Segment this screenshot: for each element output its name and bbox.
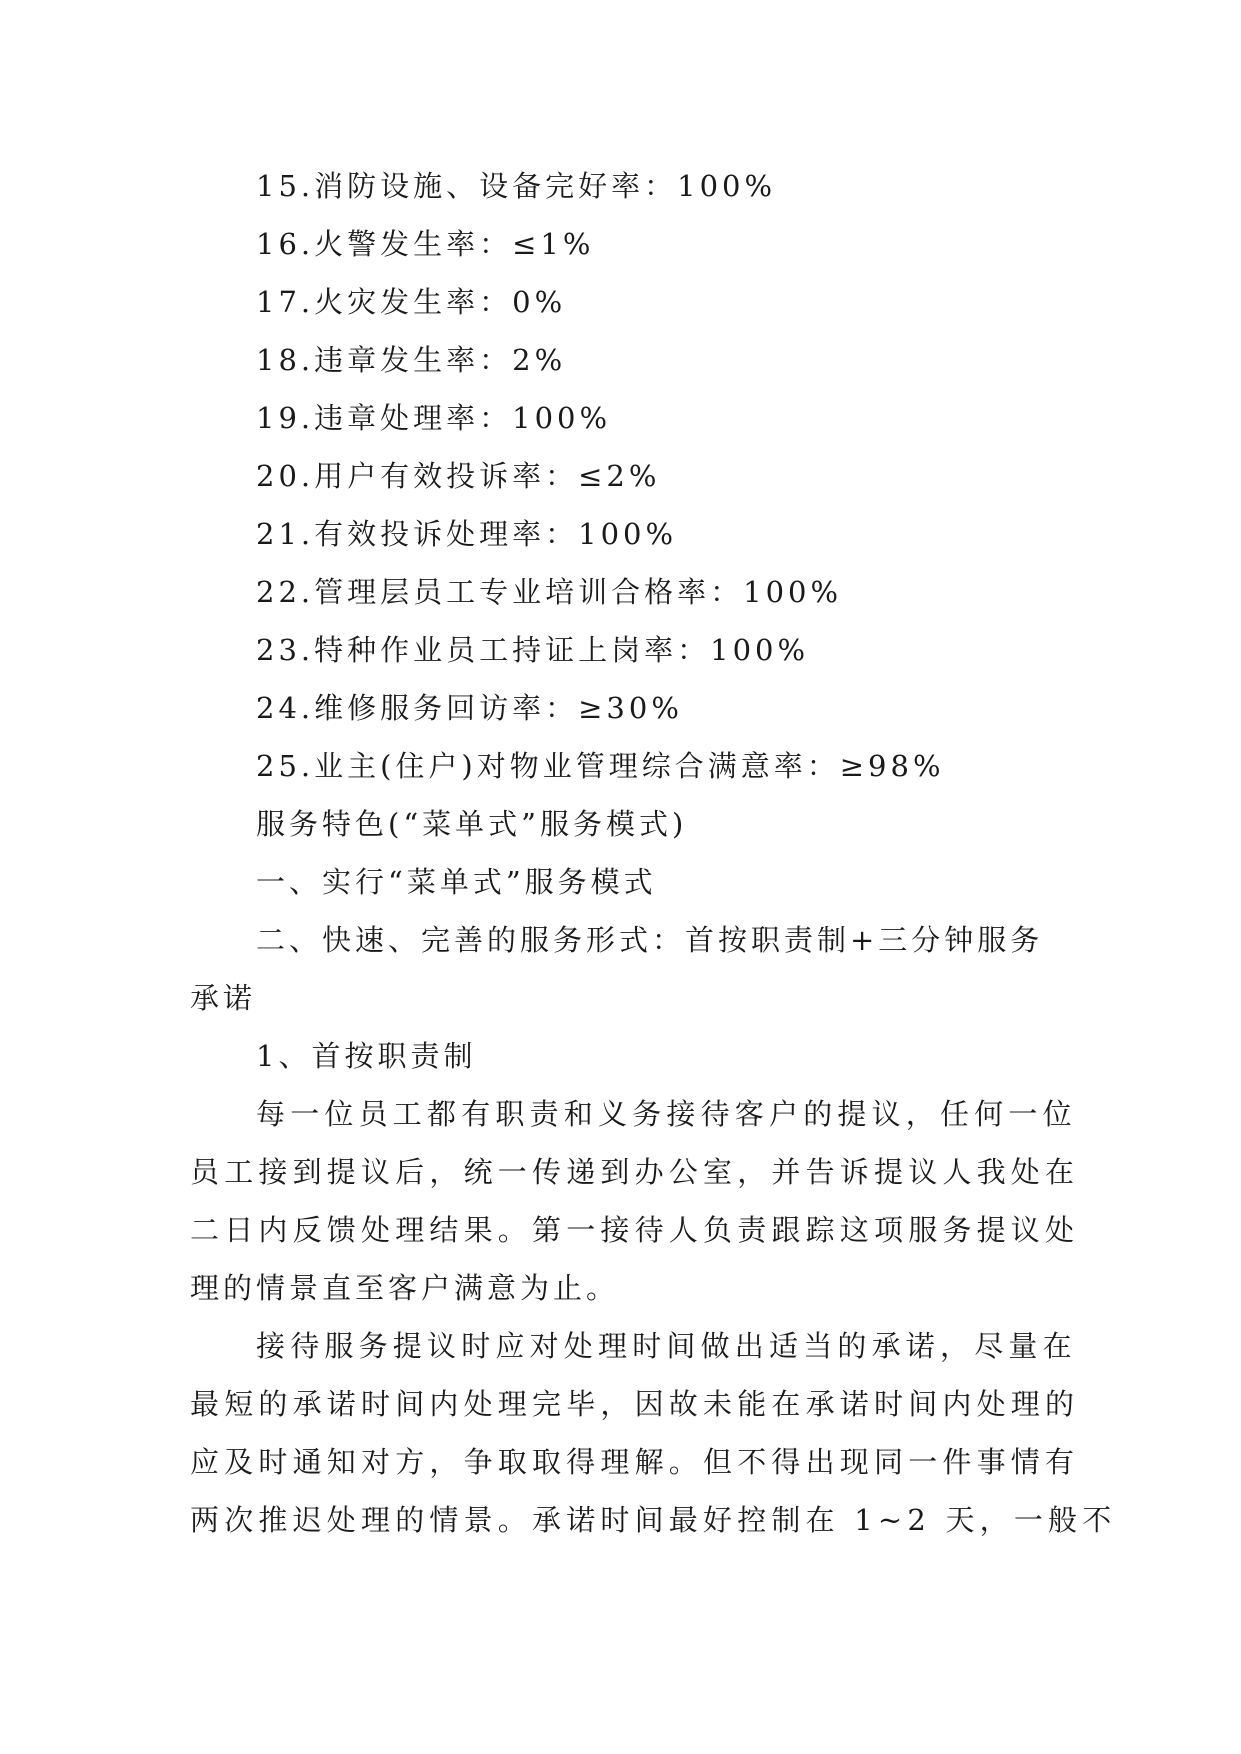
section-heading: 一、实行“菜单式”服务模式	[256, 865, 657, 899]
text-line: 20.用户有效投诉率：≤2%	[256, 459, 661, 493]
text-line: 25.业主(住户)对物业管理综合满意率：≥98%	[256, 749, 945, 783]
paragraph-line: 应及时通知对方，争取取得理解。但不得出现同一件事情有	[190, 1445, 1080, 1479]
text-line: 22.管理层员工专业培训合格率：100%	[256, 575, 843, 609]
paragraph-line: 最短的承诺时间内处理完毕，因故未能在承诺时间内处理的	[190, 1387, 1080, 1421]
text-line: 19.违章处理率：100%	[256, 401, 612, 435]
subsection-heading: 1、首按职责制	[256, 1039, 477, 1073]
text-line: 21.有效投诉处理率：100%	[256, 517, 678, 551]
text-line: 24.维修服务回访率：≥30%	[256, 691, 683, 725]
text-line: 承诺	[190, 981, 257, 1015]
text-line: 16.火警发生率：≤1%	[256, 227, 595, 261]
section-heading: 服务特色(“菜单式”服务模式)	[256, 807, 688, 841]
paragraph-line: 理的情景直至客户满意为止。	[190, 1271, 620, 1305]
paragraph-line: 员工接到提议后，统一传递到办公室，并告诉提议人我处在	[190, 1155, 1080, 1189]
paragraph-line: 二日内反馈处理结果。第一接待人负责跟踪这项服务提议处	[190, 1213, 1080, 1247]
text-line: 18.违章发生率：2%	[256, 343, 567, 377]
paragraph-line: 每一位员工都有职责和义务接待客户的提议，任何一位	[256, 1097, 1077, 1131]
text-line: 15.消防设施、设备完好率：100%	[256, 169, 777, 203]
paragraph-line: 两次推迟处理的情景。承诺时间最好控制在 1~2 天，一般不	[190, 1503, 1117, 1537]
text-line: 17.火灾发生率：0%	[256, 285, 567, 319]
paragraph-line: 接待服务提议时应对处理时间做出适当的承诺，尽量在	[256, 1329, 1077, 1363]
section-heading: 二、快速、完善的服务形式：首按职责制+三分钟服务	[256, 923, 1044, 957]
text-line: 23.特种作业员工持证上岗率：100%	[256, 633, 810, 667]
